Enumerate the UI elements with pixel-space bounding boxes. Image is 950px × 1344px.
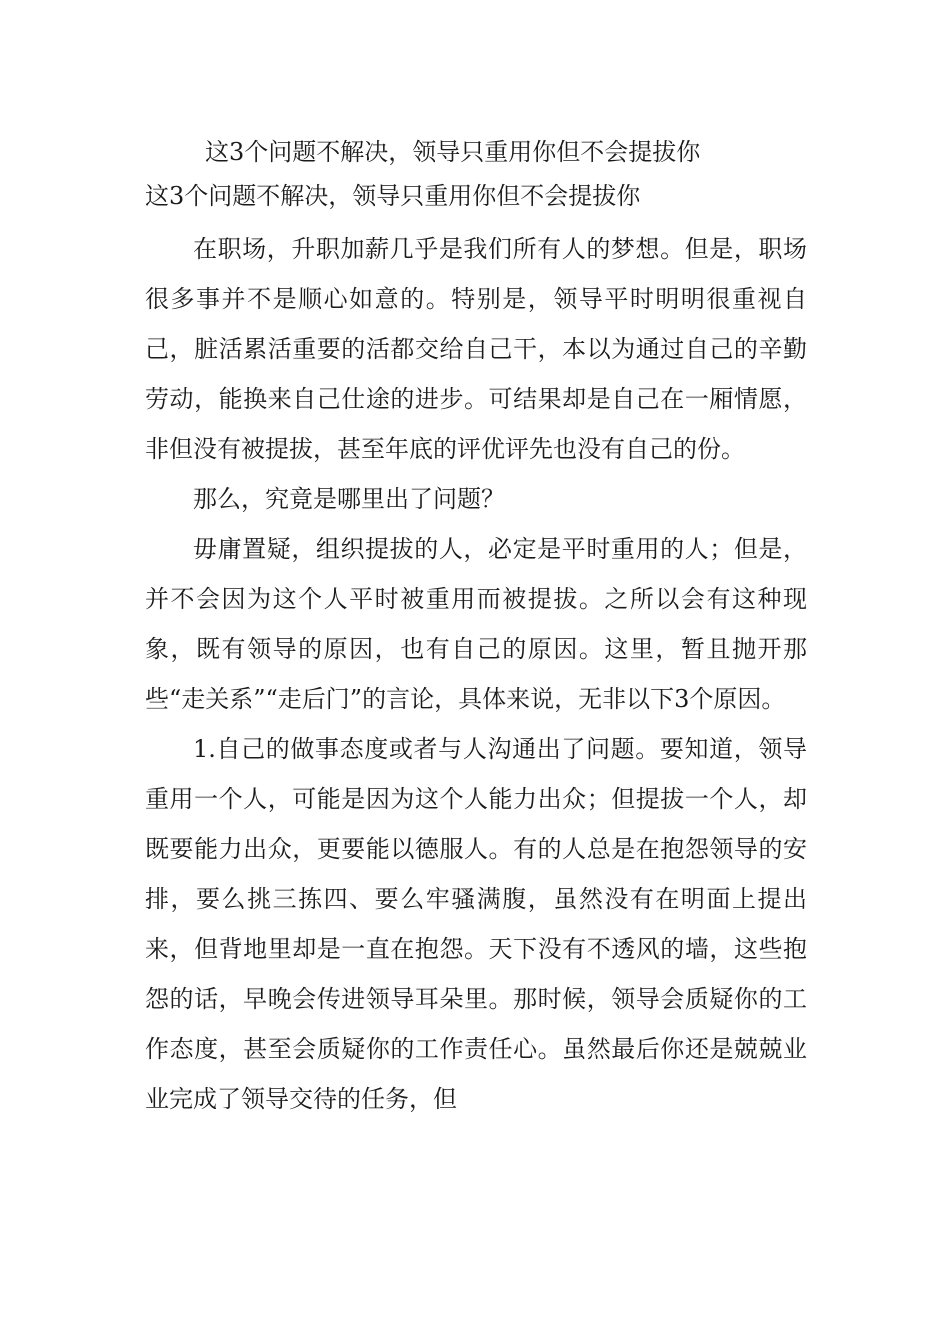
paragraph-reason-1: 1.自己的做事态度或者与人沟通出了问题。要知道，领导重用一个人，可能是因为这个人能力出众；但提拔一个人，却既要能力出众，更要能以德服人。有的人总是在抱怨领导的安排，要么挑三拣四、要么牢骚满腹，虽然没有在明面上提出来，但背地里却是一直在抱怨。天下没有不透风的墙，这些抱怨的话，早晚会传进领导耳朵里。那时候，领导会质疑你的工作态度，甚至会质疑你的工作责任心。虽然最后你还是兢兢业业完成了领导交待的任务，但 bbox=[145, 735, 807, 1113]
document-title: 这3个问题不解决，领导只重用你但不会提拔你 bbox=[205, 138, 701, 166]
document-subtitle: 这3个问题不解决，领导只重用你但不会提拔你 bbox=[145, 182, 641, 210]
document-body bbox=[145, 130, 807, 1124]
paragraph-intro: 在职场，升职加薪几乎是我们所有人的梦想。但是，职场很多事并不是顺心如意的。特别是，领导平时明明很重视自己，脏活累活重要的活都交给自己干，本以为通过自己的辛勤劳动，能换来自己仕途的进步。可结果却是自己在一厢情愿，非但没有被提拔，甚至年底的评优评先也没有自己的份。 bbox=[145, 235, 807, 463]
paragraph-reasons: 毋庸置疑，组织提拔的人，必定是平时重用的人；但是，并不会因为这个人平时被重用而被提拔。之所以会有这种现象，既有领导的原因，也有自己的原因。这里，暂且抛开那些“走关系”“走后门”的言论，具体来说，无非以下3个原因。 bbox=[145, 535, 807, 713]
paragraph-question: 那么，究竟是哪里出了问题？ bbox=[193, 485, 505, 513]
